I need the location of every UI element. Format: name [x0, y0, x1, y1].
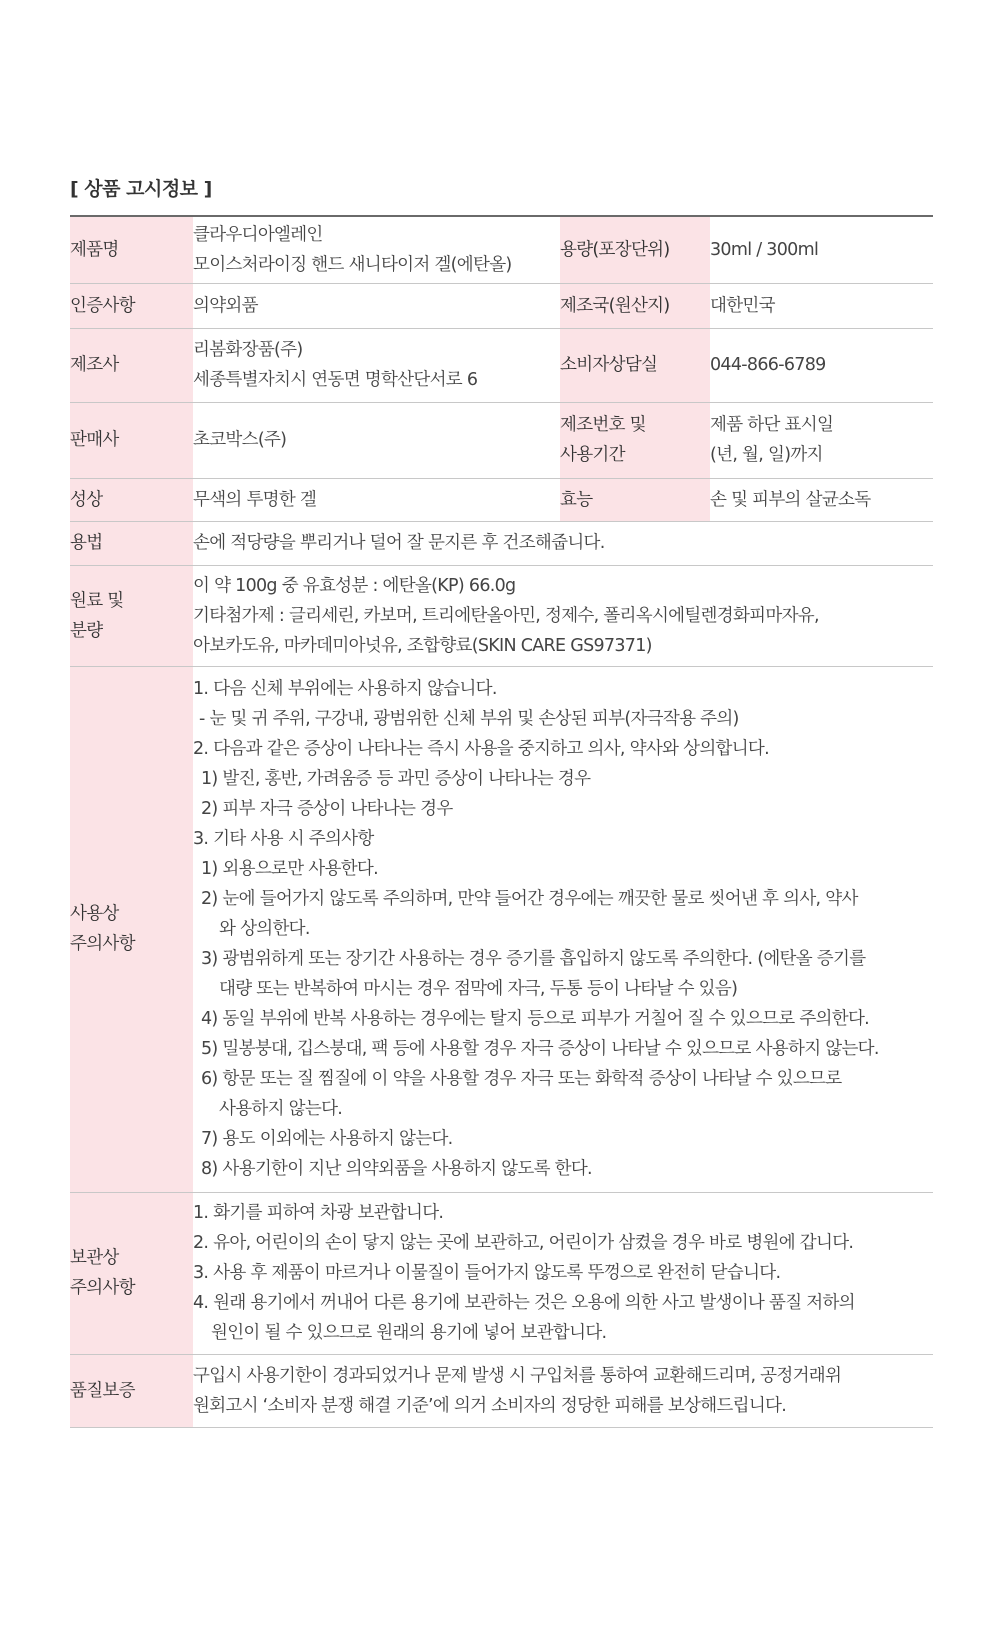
value-precautions-storage	[193, 1192, 933, 1354]
label-ingredients	[70, 565, 193, 666]
label-appearance: 성상	[70, 478, 193, 521]
value-line: 7) 용도 이외에는 사용하지 않는다.	[201, 1129, 453, 1149]
value-line: 4. 원래 용기에서 꺼내어 다른 용기에 보관하는 것은 오용에 의한 사고 발생이나 품질 저하의	[193, 1293, 855, 1313]
label-line: 사용기간	[560, 445, 625, 465]
value-line: 1. 다음 신체 부위에는 사용하지 않습니다.	[193, 679, 497, 699]
value-line: 2. 다음과 같은 증상이 나타나는 즉시 사용을 중지하고 의사, 약사와 상의합니다.	[193, 739, 770, 759]
value-line: 세종특별자치시 연동면 명학산단서로 6	[193, 370, 478, 390]
value-lot-expiry	[710, 402, 933, 478]
value-line: 8) 사용기한이 지난 의약외품을 사용하지 않도록 한다.	[201, 1159, 592, 1179]
value-precautions-use	[193, 666, 933, 1192]
value-line: 1. 화기를 피하여 차광 보관합니다.	[193, 1203, 444, 1223]
row-quality-guarantee	[70, 1354, 933, 1427]
value-line: 1) 발진, 홍반, 가려움증 등 과민 증상이 나타나는 경우	[201, 769, 591, 789]
value-line: 리봄화장품(주)	[193, 340, 303, 360]
value-line: - 눈 및 귀 주위, 구강내, 광범위한 신체 부위 및 손상된 피부(자극작용 주의)	[199, 709, 739, 729]
value-line: 제품 하단 표시일	[710, 415, 834, 435]
value-line: 대량 또는 반복하여 마시는 경우 점막에 자극, 두통 등이 나타날 수 있음)	[219, 979, 738, 999]
row-precautions-storage	[70, 1192, 933, 1354]
label-consumer-center: 소비자상담실	[560, 328, 710, 402]
value-line: 1) 외용으로만 사용한다.	[201, 859, 378, 879]
label-lot-expiry	[560, 402, 710, 478]
label-product-name: 제품명	[70, 216, 193, 283]
value-line: 이 약 100g 중 유효성분 : 에탄올(KP) 66.0g	[193, 575, 516, 596]
label-line: 주의사항	[70, 1278, 135, 1298]
value-line: 기타첨가제 : 글리세린, 카보머, 트리에탄올아민, 정제수, 폴리옥시에틸렌경화피마자유,	[193, 605, 819, 626]
label-line: 원료 및	[70, 590, 124, 611]
row-usage	[70, 521, 933, 565]
label-certification: 인증사항	[70, 283, 193, 328]
value-line: 아보카도유, 마카데미아넛유, 조합향료(SKIN CARE GS97371)	[193, 635, 652, 656]
value-certification: 의약외품	[193, 283, 560, 328]
label-line: 보관상	[70, 1248, 119, 1268]
row-ingredients	[70, 565, 933, 666]
value-consumer-center: 044-866-6789	[710, 328, 933, 402]
row-certification	[70, 283, 933, 328]
label-precautions-use	[70, 666, 193, 1192]
row-manufacturer	[70, 328, 933, 402]
value-line: 원인이 될 수 있으므로 원래의 용기에 넣어 보관합니다.	[211, 1323, 607, 1343]
label-quality-guarantee: 품질보증	[70, 1354, 193, 1427]
value-quality-guarantee	[193, 1354, 933, 1427]
label-line: 분량	[70, 620, 103, 641]
label-seller: 판매사	[70, 402, 193, 478]
value-line: 2) 눈에 들어가지 않도록 주의하며, 만약 들어간 경우에는 깨끗한 물로 씻어낸 후 의사, 약사	[201, 889, 858, 909]
label-line: 제조번호 및	[560, 415, 646, 435]
label-manufacturer: 제조사	[70, 328, 193, 402]
row-precautions-use	[70, 666, 933, 1192]
value-line: 사용하지 않는다.	[219, 1099, 343, 1119]
value-line: 3) 광범위하게 또는 장기간 사용하는 경우 증기를 흡입하지 않도록 주의한다. (에탄올 증기를	[201, 949, 866, 969]
row-seller	[70, 402, 933, 478]
value-usage: 손에 적당량을 뿌리거나 덜어 잘 문지른 후 건조해줍니다.	[193, 521, 933, 565]
value-efficacy: 손 및 피부의 살균소독	[710, 478, 933, 521]
value-line: 구입시 사용기한이 경과되었거나 문제 발생 시 구입처를 통하여 교환해드리며, 공정거래위	[193, 1365, 842, 1386]
value-line: 원회고시 ‘소비자 분쟁 해결 기준’에 의거 소비자의 정당한 피해를 보상해드립니다.	[193, 1395, 787, 1416]
label-line: 사용상	[70, 904, 119, 924]
section-title: [ 상품 고시정보 ]	[70, 178, 212, 200]
label-capacity: 용량(포장단위)	[560, 216, 710, 283]
value-line: 5) 밀봉붕대, 깁스붕대, 팩 등에 사용할 경우 자극 증상이 나타날 수 있으므로 사용하지 않는다.	[201, 1039, 879, 1059]
label-usage: 용법	[70, 521, 193, 565]
value-line: 2) 피부 자극 증상이 나타나는 경우	[201, 799, 453, 819]
value-origin: 대한민국	[710, 283, 933, 328]
value-line: 모이스처라이징 핸드 새니타이저 겔(에탄올)	[193, 254, 512, 275]
value-line: 2. 유아, 어린이의 손이 닿지 않는 곳에 보관하고, 어린이가 삼켰을 경우 바로 병원에 갑니다.	[193, 1233, 854, 1253]
value-ingredients	[193, 565, 933, 666]
label-origin: 제조국(원산지)	[560, 283, 710, 328]
value-manufacturer	[193, 328, 560, 402]
value-line: 4) 동일 부위에 반복 사용하는 경우에는 탈지 등으로 피부가 거칠어 질 수 있으므로 주의한다.	[201, 1009, 870, 1029]
label-precautions-storage	[70, 1192, 193, 1354]
row-product-name	[70, 216, 933, 283]
value-line: 3. 기타 사용 시 주의사항	[193, 829, 374, 849]
value-line: (년, 월, 일)까지	[710, 445, 823, 465]
value-line: 6) 항문 또는 질 찜질에 이 약을 사용할 경우 자극 또는 화학적 증상이 나타날 수 있으므로	[201, 1069, 842, 1089]
value-line: 클라우디아엘레인	[193, 224, 323, 245]
value-product-name	[193, 216, 560, 283]
product-info-table	[70, 215, 933, 1428]
value-line: 3. 사용 후 제품이 마르거나 이물질이 들어가지 않도록 뚜껑으로 완전히 닫습니다.	[193, 1263, 781, 1283]
label-line: 주의사항	[70, 934, 135, 954]
label-efficacy: 효능	[560, 478, 710, 521]
value-line: 와 상의한다.	[219, 919, 310, 939]
value-appearance: 무색의 투명한 겔	[193, 478, 560, 521]
value-seller: 초코박스(주)	[193, 402, 560, 478]
value-capacity: 30ml / 300ml	[710, 216, 933, 283]
row-appearance	[70, 478, 933, 521]
